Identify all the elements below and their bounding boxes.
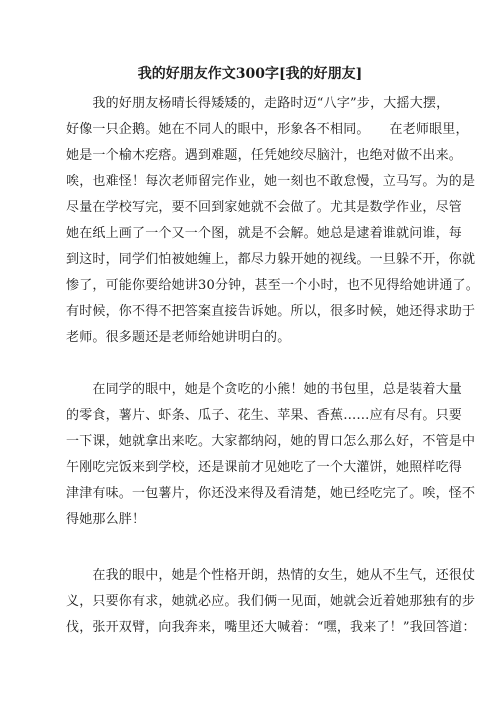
text-line: 伐，张开双臂，向我奔来，嘴里还大喊着：“嘿，我来了！”我回答道： — [66, 620, 476, 635]
text-line: 惨了，可能你要给她讲30分钟，甚至一个小时，也不见得给她讲通了。 — [66, 278, 479, 293]
text-line: 唉，也难怪！每次老师留完作业，她一刻也不敢怠慢，立马写。为的是 — [66, 174, 476, 189]
text-line: 的零食，薯片、虾条、瓜子、花生、苹果、香蕉……应有尽有。只要 — [66, 408, 463, 423]
text-line: 义，只要你有求，她就必应。我们俩一见面，她就会近着她那独有的步 — [66, 594, 476, 609]
text-line: 午刚吃完饭来到学校，还是课前才见她吃了一个大灌饼，她照样吃得 — [66, 460, 463, 475]
text-line: 好像一只企鹅。她在不同人的眼中，形象各不相同。 在老师眼里， — [66, 122, 469, 137]
text-line: 我的好朋友杨晴长得矮矮的，走路时迈“八字”步，大摇大摆， — [66, 96, 450, 111]
text-line: 她在纸上画了一个又一个图，就是不会解。她总是逮着谁就问谁，每 — [66, 226, 463, 241]
text-line: 有时候，你不得不把答案直接告诉她。所以，很多时候，她还得求助于 — [66, 304, 476, 319]
text-line: 得她那么胖！ — [66, 512, 146, 527]
document-title: 我的好朋友作文300字[我的好朋友] — [137, 66, 363, 82]
text-line: 一下课，她就拿出来吃。大家都纳闷，她的胃口怎么那么好，不管是中 — [66, 434, 476, 449]
text-line: 她是一个榆木疙瘩。遇到难题，任凭她绞尽脑汁，也绝对做不出来。 — [66, 148, 463, 163]
text-line: 尽量在学校写完，要不回到家她就不会做了。尤其是数学作业，尽管 — [66, 200, 463, 215]
text-line: 老师。很多题还是老师给她讲明白的。 — [66, 330, 291, 345]
text-line: 到这时，同学们怕被她缠上，都尽力躲开她的视线。一旦躲不开，你就 — [66, 252, 476, 267]
text-line: 在同学的眼中，她是个贪吃的小熊！她的书包里，总是装着大量 — [66, 382, 463, 397]
text-line: 津津有味。一包薯片，你还没来得及看清楚，她已经吃完了。唉，怪不 — [66, 486, 476, 501]
text-line: 在我的眼中，她是个性格开朗，热情的女生，她从不生气，还很仗 — [66, 568, 476, 583]
